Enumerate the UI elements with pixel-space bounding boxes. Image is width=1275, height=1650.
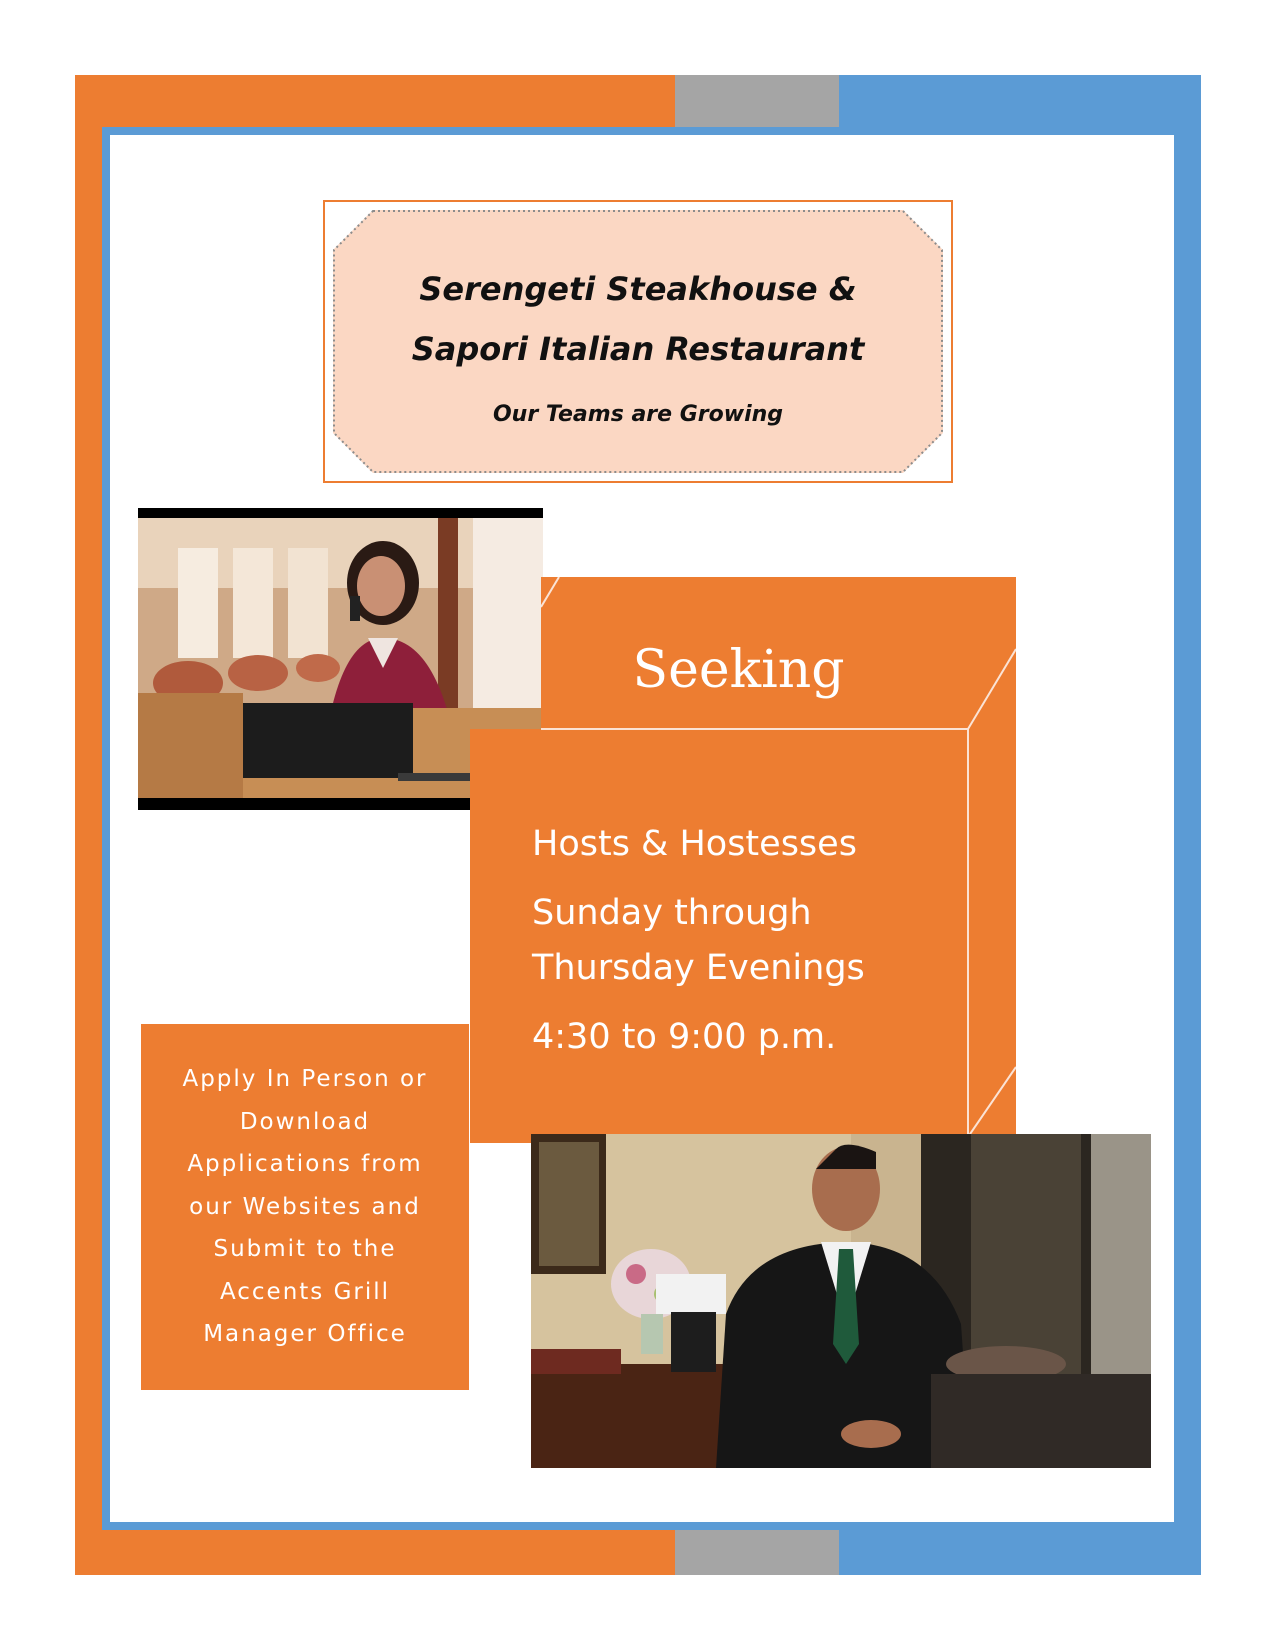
- apply-line: Download: [239, 1108, 371, 1135]
- subtitle: Our Teams are Growing: [492, 402, 784, 427]
- apply-line: Submit to the: [213, 1236, 397, 1262]
- restaurant-title-line-1: Serengeti Steakhouse &: [419, 270, 857, 308]
- apply-line: Manager Office: [203, 1321, 407, 1347]
- frame-band-orange-top: [75, 75, 675, 127]
- frame-band-blue-top: [839, 75, 1201, 127]
- schedule-hours: 4:30 to 9:00 p.m.: [532, 1017, 837, 1057]
- apply-line: our Websites and: [189, 1193, 421, 1220]
- apply-instructions: [141, 1058, 469, 1356]
- schedule-days-line-1: Sunday through: [532, 893, 812, 933]
- frame-band-orange-left: [75, 75, 102, 1575]
- apply-line: Apply In Person or: [182, 1066, 428, 1092]
- position-title: Hosts & Hostesses: [532, 824, 857, 864]
- schedule-days-line-2: Thursday Evenings: [532, 948, 865, 988]
- restaurant-title-line-2: Sapori Italian Restaurant: [411, 330, 865, 368]
- apply-line: Accents Grill: [219, 1278, 391, 1305]
- frame-band-gray-top: [675, 75, 839, 127]
- manager-photo: [531, 1134, 1151, 1468]
- apply-line: Applications from: [187, 1151, 423, 1177]
- seeking-heading: Seeking: [632, 640, 845, 700]
